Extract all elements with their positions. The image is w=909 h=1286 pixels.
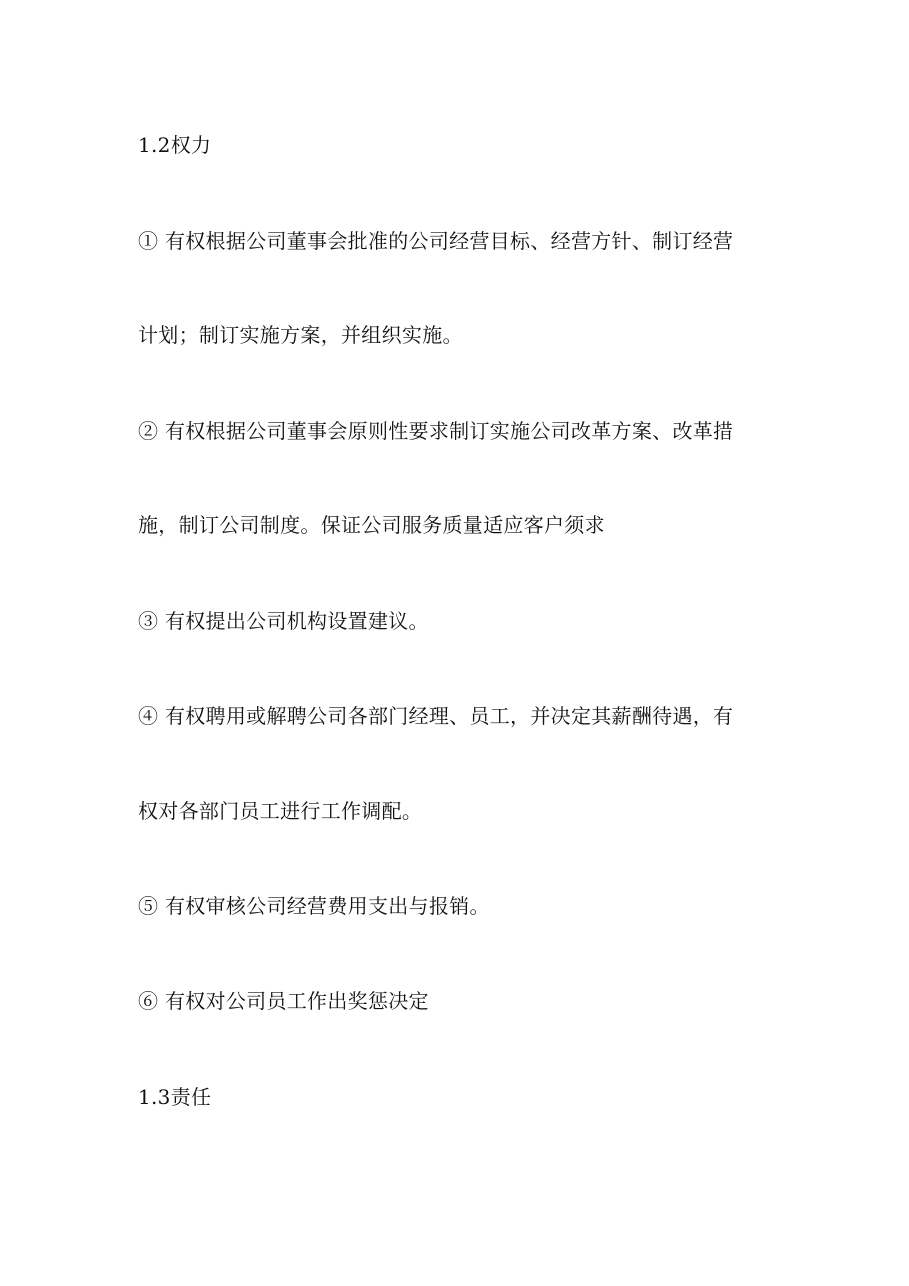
paragraph-line: 施，制订公司制度。保证公司服务质量适应客户须求 (138, 513, 605, 537)
paragraph-line: 计划；制订实施方案，并组织实施。 (138, 323, 463, 347)
paragraph-line: ③ 有权提出公司机构设置建议。 (138, 609, 429, 633)
section-heading-powers: 1.2权力 (138, 133, 212, 157)
paragraph-line: ② 有权根据公司董事会原则性要求制订实施公司改革方案、改革措 (138, 419, 734, 443)
paragraph-line: ⑥ 有权对公司员工作出奖惩决定 (138, 989, 429, 1013)
paragraph-line: ① 有权根据公司董事会批准的公司经营目标、经营方针、制订经营 (138, 229, 734, 253)
paragraph-line: 权对各部门员工进行工作调配。 (138, 799, 423, 823)
paragraph-line: ④ 有权聘用或解聘公司各部门经理、员工，并决定其薪酬待遇，有 (138, 704, 734, 728)
paragraph-line: ⑤ 有权审核公司经营费用支出与报销。 (138, 894, 490, 918)
section-heading-responsibility: 1.3责任 (138, 1085, 212, 1109)
